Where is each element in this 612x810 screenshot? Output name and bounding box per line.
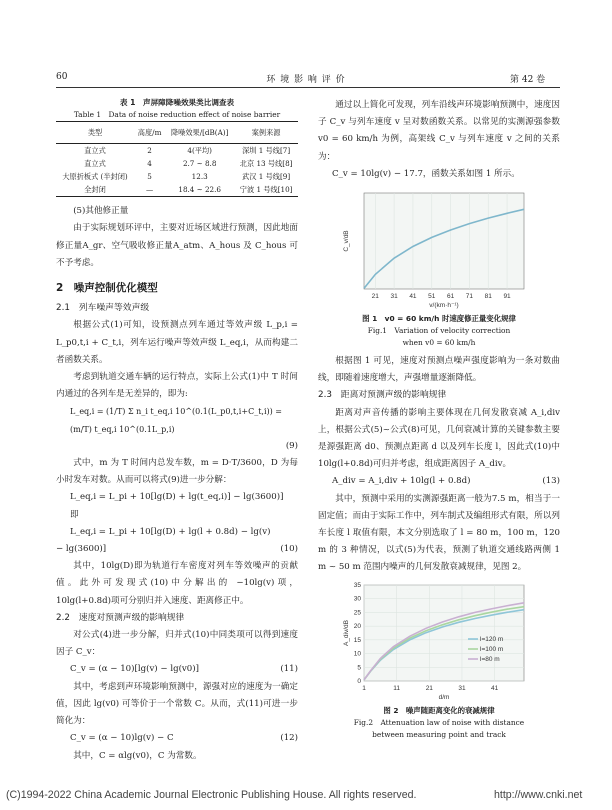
equation-9: L_eq,i = (1/T) Σ n_i t_eq,i 10^(0.1(L_p0,t,i+C_t,i)) = (m/T) t_eq,i 10^(0.1L_p,i) bbox=[70, 407, 282, 434]
x-tick-label: 21 bbox=[425, 684, 433, 692]
table-cell: 4 bbox=[147, 159, 152, 169]
table-cell: 直立式 bbox=[84, 146, 106, 156]
paragraph: 对公式(4)进一步分解，归并式(10)中同类项可以得到速度因子 C_v： bbox=[56, 630, 298, 658]
x-tick-label: 31 bbox=[390, 293, 398, 301]
y-tick-label: 10 bbox=[353, 650, 361, 658]
y-tick-label: 5 bbox=[357, 663, 361, 671]
connector-text: 即 bbox=[70, 509, 79, 520]
equation-10: L_eq,i = L_pi + 10[lg(D) + lg(l + 0.8d) − lg(v) bbox=[70, 526, 271, 537]
equation-12: C_v = (α − 10)lg(v) − C bbox=[70, 733, 174, 744]
table-row bbox=[56, 157, 298, 170]
x-tick-label: 61 bbox=[446, 293, 455, 301]
equation-cv: C_v = 10lg(v) − 17.7，函数关系如图 1 所示。 bbox=[332, 168, 520, 179]
paragraph: 距离对声音传播的影响主要体现在几何发散衰减 A_i,div 上，根据公式(5)~公式(8)可见，几何衰减计算的关键参数主要是源强距离 d0、预测点距离 d 以及列车长度 l，因此式(10)中 10lg(l+0.8d)可归并考虑，组成距离因子 A_div。 bbox=[318, 407, 560, 470]
x-tick-label: 71 bbox=[465, 293, 474, 301]
table-row bbox=[56, 144, 298, 158]
paragraph: 其中，预测中采用的实测源强距离一般为7.5 m，相当于一固定值；而由于实际工作中，列车制式及编组形式有限，所以列车长度 l 取值有限，本文分别选取了 l = 80 m，100 m，120 m 的 3 种情况，以式(5)为代表，预测了轨道交通线路两侧 1 m ~ 50 m 范围内噪声的几何发散衰减规律，见图 2。 bbox=[318, 493, 560, 573]
table-cell: 18.4 ~ 22.6 bbox=[165, 183, 234, 197]
table1-title-cn: 表 1 声屏障降噪效果类比调查表 bbox=[119, 98, 235, 107]
equation-number: (10) bbox=[280, 544, 298, 555]
figure-1-title-cn: 图 1 v0 = 60 km/h 时速度修正量变化规律 bbox=[362, 314, 516, 324]
x-tick-label: 41 bbox=[409, 293, 417, 301]
x-tick-label: 81 bbox=[484, 293, 492, 301]
table1 bbox=[56, 121, 298, 197]
table-cell: 4(平均) bbox=[187, 146, 212, 156]
table-cell: 5 bbox=[147, 172, 152, 182]
table-row bbox=[56, 183, 298, 197]
left-column bbox=[56, 97, 298, 765]
header-rule bbox=[56, 87, 560, 88]
table-cell: 直立式 bbox=[84, 159, 106, 169]
subsection-heading: 2.2 速度对预测声级的影响规律 bbox=[56, 612, 185, 623]
table-header-cell: 类型 bbox=[56, 122, 134, 144]
table-cell: 12.3 bbox=[191, 172, 208, 182]
table-header-cell: 降噪效果/[dB(A)] bbox=[165, 122, 234, 144]
section-heading: 2 噪声控制优化模型 bbox=[56, 282, 158, 295]
x-tick-label: 1 bbox=[362, 684, 366, 692]
paragraph: 其中，10lg(D)即为轨道行车密度对列车等效噪声的贡献值。此外可发现式(10)中分解出的 −10lg(v)项，10lg(l+0.8d)项可分别归并入速度、距离修正中。 bbox=[56, 561, 298, 606]
figure-1-title-en-2: when v0 = 60 km/h bbox=[402, 338, 476, 348]
subsection-heading: 2.1 列车噪声等效声级 bbox=[56, 303, 150, 314]
subsection-heading: 2.3 距离对预测声级的影响规律 bbox=[318, 390, 447, 401]
y-axis-label: C_v/dB bbox=[343, 230, 350, 252]
figure-2-title-en: Fig.2 Attenuation law of noise with distance bbox=[353, 717, 525, 727]
equation-10-cont: − lg(3600)] bbox=[56, 544, 107, 555]
legend-label: l=100 m bbox=[480, 645, 504, 653]
plot-area bbox=[364, 585, 524, 681]
equation-number: (13) bbox=[542, 476, 560, 487]
paragraph: 通过以上简化可发现，列车沿线声环境影响预测中，速度因子 C_v 与列车速度 v 呈对数函数关系。以常见的实测源强参数 v0 = 60 km/h 为例，高架线 C_v 与列车速度 v 之间的关系为： bbox=[318, 100, 560, 162]
page-number: 60 bbox=[56, 72, 68, 82]
journal-name: 环 境 影 响 评 价 bbox=[266, 75, 346, 85]
subsection-5: (5)其他修正量 bbox=[73, 206, 129, 217]
table-header-cell: 案例来源 bbox=[234, 122, 298, 144]
paragraph: 式中，m 为 T 时间内总发车数，m = D·T/3600，D 为每小时发车对数。从而可以将式(9)进一步分解： bbox=[56, 458, 298, 486]
y-axis-label: A_div/dB bbox=[343, 619, 350, 646]
equation-11: C_v = (α − 10)[lg(v) − lg(v0)] bbox=[70, 664, 199, 675]
legend-label: l=120 m bbox=[480, 635, 504, 643]
table-cell: 武汉 1 号线[9] bbox=[242, 172, 291, 182]
x-axis-label: v/(km·h⁻¹) bbox=[429, 302, 459, 310]
volume-label: 第 42 卷 bbox=[510, 75, 546, 85]
x-tick-label: 11 bbox=[393, 684, 401, 692]
y-tick-label: 35 bbox=[353, 581, 361, 589]
y-tick-label: 15 bbox=[353, 636, 361, 644]
paragraph: 其中，考虑到声环境影响预测中，源强对应的速度为一确定值，因此 lg(v0) 可等价于一个常数 C。从而，式(11)可进一步简化为： bbox=[56, 681, 298, 727]
equation-number: (11) bbox=[280, 664, 298, 675]
table-cell: 全封闭 bbox=[56, 183, 134, 197]
paragraph: 根据公式(1)可知，设预测点列车通过等效声级 L_p,i = L_p0,t,i + C_t,i，列车运行噪声等效声级 L_eq,i，从而构建二者函数关系。 bbox=[56, 320, 298, 365]
equation-13: A_div = A_i,div + 10lg(l + 0.8d) bbox=[332, 476, 471, 487]
equation-number: (9) bbox=[285, 440, 298, 451]
figure-2-title-cn: 图 2 噪声随距离变化的衰减规律 bbox=[383, 705, 495, 715]
table-header-cell: 高度/m bbox=[134, 122, 165, 144]
table-cell: — bbox=[134, 183, 165, 197]
y-tick-label: 20 bbox=[353, 622, 361, 630]
paragraph: 根据图 1 可见，速度对预测点噪声强度影响为一条对数曲线，即随着速度增大，声强增量逐渐降低。 bbox=[318, 356, 560, 384]
y-tick-label: 0 bbox=[357, 677, 361, 685]
paragraph: 由于实际规划环评中，主要对近场区域进行预测，因此地面修正量A_gr、空气吸收修正量A_atm、A_hous 及 C_hous 可不予考虑。 bbox=[56, 223, 298, 268]
table1-title-en: Table 1 Data of noise reduction effect of noise barrier bbox=[73, 110, 281, 119]
table-cell: 大原折板式 (半封闭) bbox=[62, 172, 128, 182]
equation: L_eq,i = L_pi + 10[lg(D) + lg(t_eq,i)] − lg(3600)] bbox=[70, 492, 284, 503]
cnki-link[interactable]: http://www.cnki.net bbox=[494, 789, 583, 801]
table-cell: 2 bbox=[147, 146, 152, 156]
legend-label: l=80 m bbox=[480, 655, 500, 663]
paragraph: 考虑到轨道交通车辆的运行特点，实际上公式(1)中 T 时间内通过的各列车是无差异的，即为: bbox=[56, 372, 298, 400]
table-cell: 深圳 1 号线[7] bbox=[242, 146, 291, 156]
copyright-footer: (C)1994-2022 China Academic Journal Electronic Publishing House. All rights reserved. bbox=[6, 789, 417, 801]
figure-1-chart bbox=[318, 189, 560, 313]
table-cell: 2.7 ~ 8.8 bbox=[182, 159, 217, 169]
table-cell: 北京 13 号线[8] bbox=[239, 159, 293, 169]
paragraph: 其中，C = αlg(v0)，C 为常数。 bbox=[73, 750, 202, 761]
figure-1-title-en: Fig.1 Variation of velocity correction bbox=[367, 326, 511, 336]
x-tick-label: 91 bbox=[503, 293, 511, 301]
figure-2-title-en-2: between measuring point and track bbox=[372, 729, 506, 739]
plot-area bbox=[364, 193, 524, 289]
x-tick-label: 31 bbox=[458, 684, 466, 692]
x-tick-label: 51 bbox=[428, 293, 436, 301]
table-row bbox=[56, 170, 298, 183]
x-tick-label: 41 bbox=[490, 684, 499, 692]
x-tick-label: 21 bbox=[371, 293, 379, 301]
y-tick-label: 25 bbox=[353, 609, 361, 617]
y-tick-label: 30 bbox=[353, 595, 361, 603]
table-cell: 宁波 1 号线[10] bbox=[234, 183, 298, 197]
figure-2-chart bbox=[318, 581, 560, 705]
equation-number: (12) bbox=[280, 733, 298, 744]
x-axis-label: d/m bbox=[438, 693, 450, 701]
right-column bbox=[318, 97, 560, 741]
